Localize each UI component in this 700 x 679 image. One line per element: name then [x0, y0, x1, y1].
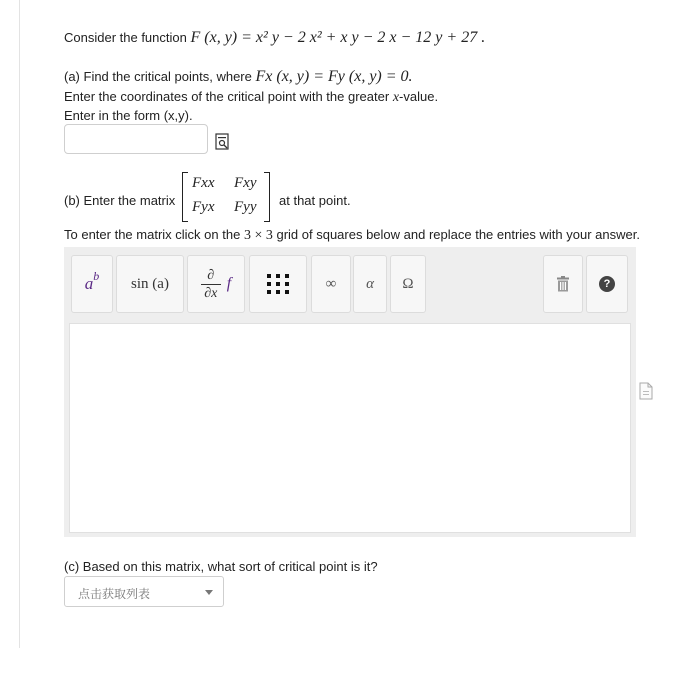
- part-a-instruction-var: x: [392, 90, 400, 105]
- matrix-button[interactable]: [249, 255, 307, 313]
- matrix-right-bracket: [264, 172, 270, 222]
- matrix-entry-fxy: Fxy: [234, 175, 257, 191]
- matrix-entry-area[interactable]: [69, 323, 631, 533]
- greek-lowercase-button[interactable]: [353, 255, 387, 313]
- critical-point-input[interactable]: [64, 124, 208, 154]
- select-value: 点击获取列表: [78, 587, 151, 601]
- chevron-down-icon: [205, 590, 213, 595]
- hessian-matrix: [182, 172, 270, 224]
- part-b-grid-size: 3 × 3: [243, 228, 273, 243]
- alpha-symbol: α: [366, 275, 374, 292]
- part-a-instruction: [64, 89, 438, 106]
- help-icon: ?: [599, 276, 615, 292]
- function-button[interactable]: [116, 255, 184, 313]
- power-button[interactable]: [71, 255, 113, 313]
- part-a-condition: Fx (x, y) = Fy (x, y) = 0.: [255, 68, 413, 85]
- partial-derivative-button[interactable]: [187, 255, 245, 313]
- part-a-instruction-suffix: -value.: [399, 89, 439, 104]
- matrix-grid-icon: [267, 274, 290, 294]
- preview-icon[interactable]: [215, 133, 230, 150]
- partial-numerator: ∂: [207, 267, 215, 283]
- omega-symbol: Ω: [402, 275, 414, 292]
- part-a-instruction-text: Enter the coordinates of the critical point with the greater: [64, 89, 390, 104]
- partial-fraction: [201, 268, 221, 301]
- power-exponent: b: [93, 268, 100, 283]
- matrix-entry-fxx: Fxx: [192, 175, 215, 191]
- part-a-prompt: [64, 68, 413, 86]
- clear-button[interactable]: [543, 255, 583, 313]
- part-b-instruction-suffix: grid of squares below and replace the entries with your answer.: [276, 227, 640, 242]
- matrix-entry-fyy: Fyy: [234, 199, 257, 215]
- part-a-text: (a) Find the critical points, where: [64, 69, 252, 84]
- question-intro: Consider the function: [64, 30, 187, 45]
- power-base: a: [84, 274, 94, 293]
- infinity-symbol: ∞: [325, 275, 337, 292]
- matrix-entry-fyx: Fyx: [192, 199, 215, 215]
- document-icon[interactable]: [639, 382, 653, 400]
- math-editor: [64, 247, 636, 537]
- function-formula: F (x, y) = x² y − 2 x² + x y − 2 x − 12 y + 27 .: [190, 29, 486, 46]
- question-text: [64, 29, 485, 47]
- left-divider: [19, 0, 20, 648]
- greek-uppercase-button[interactable]: [390, 255, 426, 313]
- part-b-instruction-text: To enter the matrix click on the: [64, 227, 241, 242]
- fraction-bar: [201, 284, 221, 285]
- part-b-prefix: (b) Enter the matrix: [64, 193, 176, 208]
- part-b-instruction: [64, 227, 640, 244]
- function-label: sin (a): [131, 275, 169, 292]
- matrix-left-bracket: [182, 172, 188, 222]
- help-button[interactable]: [586, 255, 628, 313]
- part-c-prompt: (c) Based on this matrix, what sort of critical point is it?: [64, 559, 378, 574]
- partial-denominator: ∂x: [204, 285, 218, 301]
- infinity-button[interactable]: [311, 255, 351, 313]
- trash-icon: [556, 276, 570, 292]
- critical-point-type-select[interactable]: [64, 576, 224, 607]
- part-a-format-hint: Enter in the form (x,y).: [64, 108, 193, 123]
- partial-function: f: [226, 275, 232, 292]
- part-b-suffix: at that point.: [279, 193, 351, 208]
